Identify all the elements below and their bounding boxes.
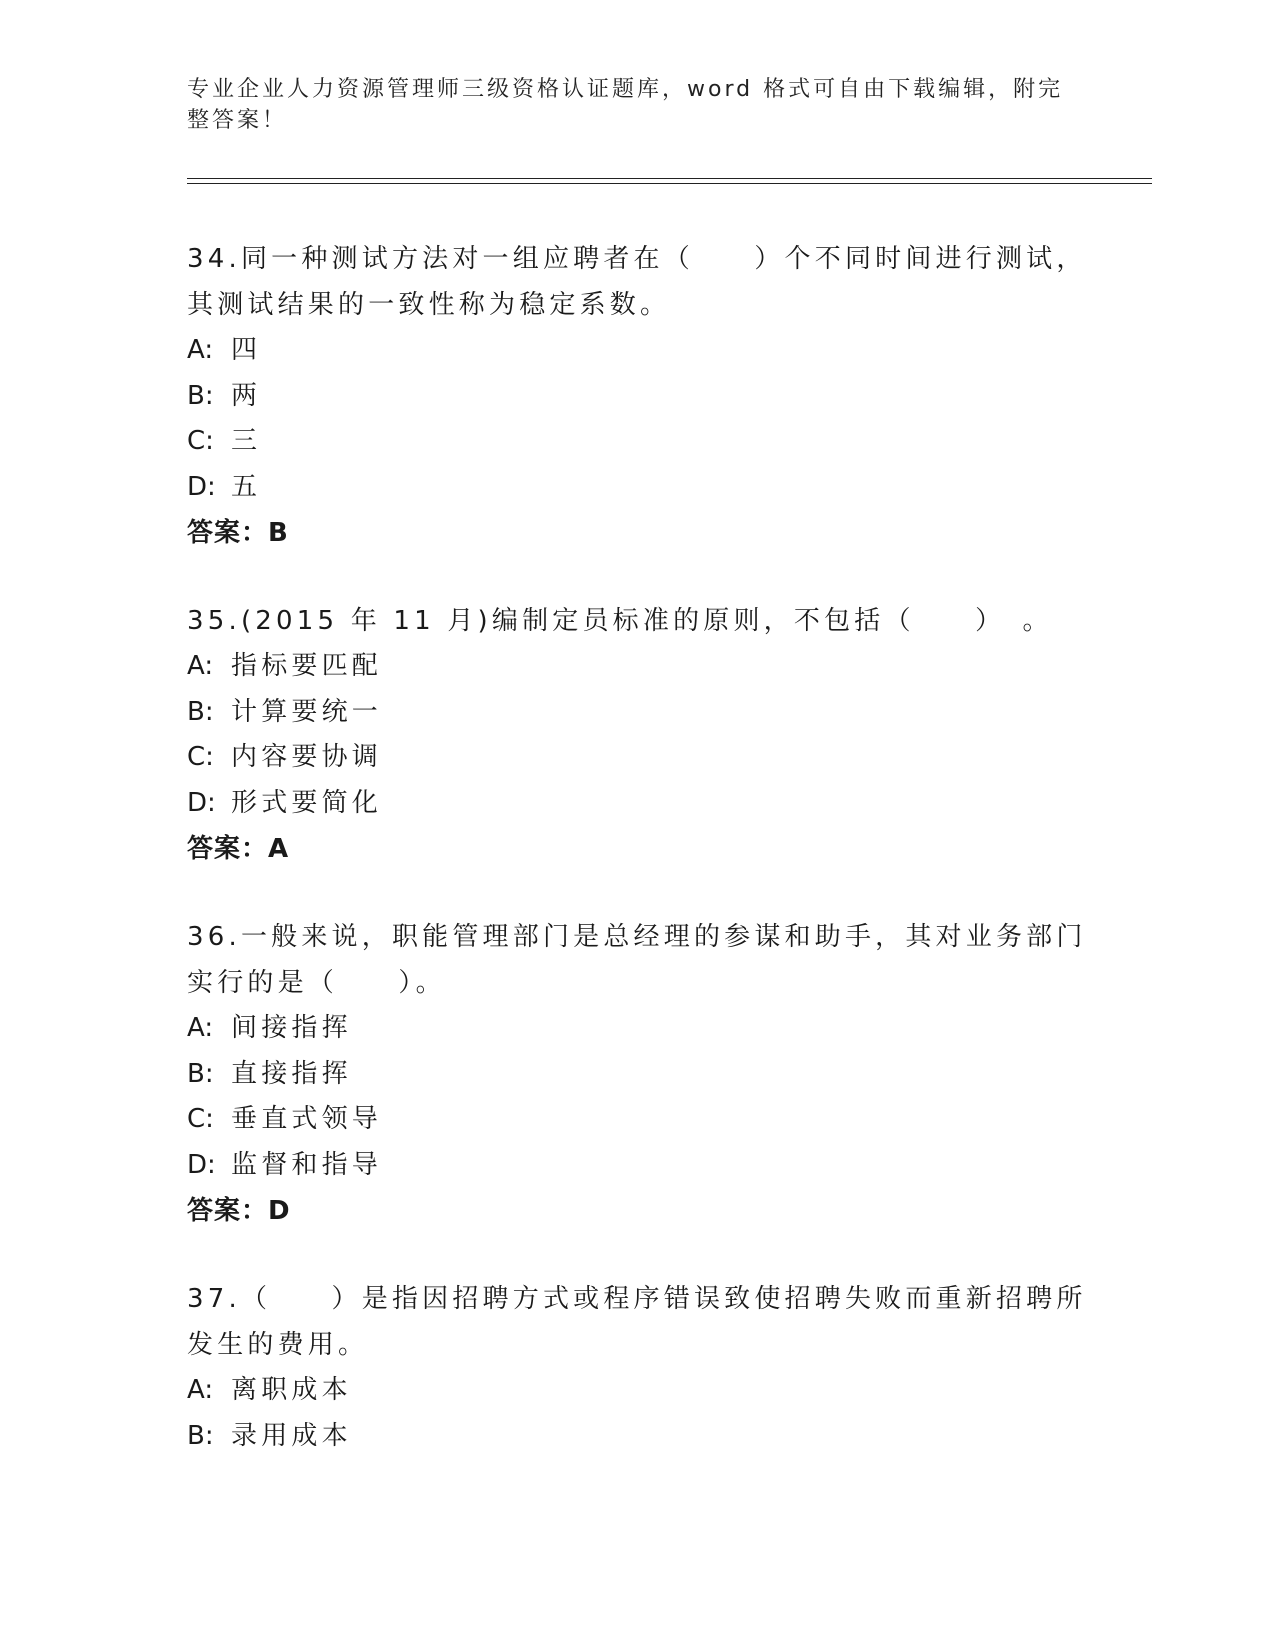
option-key: C:: [187, 426, 214, 456]
option-text: 三: [231, 426, 262, 456]
option-d: [187, 1143, 1087, 1189]
option-text: 间接指挥: [231, 1013, 352, 1043]
option-text: 指标要匹配: [231, 651, 383, 681]
header-rule-top: [187, 178, 1152, 179]
question-35: [187, 598, 1087, 872]
option-key: D:: [187, 1149, 216, 1180]
option-text: 四: [231, 335, 262, 365]
question-stem: 35.(2015 年 11 月)编制定员标准的原则，不包括（ ） 。: [187, 606, 1053, 636]
option-c: [187, 1097, 1087, 1143]
question-stem: 34.同一种测试方法对一组应聘者在（ ）个不同时间进行测试，其测试结果的一致性称为稳定系数。: [187, 244, 1087, 320]
question-37: [187, 1276, 1087, 1459]
option-text: 两: [231, 380, 262, 411]
answer: 答案：A: [187, 834, 290, 864]
option-b: [187, 374, 1087, 420]
answer: 答案：D: [187, 1196, 291, 1226]
option-key: D:: [187, 787, 216, 818]
option-key: B:: [187, 380, 214, 411]
option-text: 录用成本: [231, 1420, 352, 1451]
option-key: B:: [187, 1420, 214, 1451]
option-d: [187, 465, 1087, 511]
option-a: [187, 1006, 1087, 1052]
option-key: D:: [187, 471, 216, 502]
option-c: [187, 419, 1087, 465]
document-header: 专业企业人力资源管理师三级资格认证题库，word 格式可自由下载编辑，附完整答案！: [187, 77, 1064, 133]
option-b: [187, 1414, 1087, 1460]
option-text: 垂直式领导: [231, 1104, 383, 1134]
option-key: A:: [187, 651, 214, 681]
option-key: B:: [187, 1058, 214, 1089]
option-text: 监督和指导: [231, 1149, 383, 1180]
option-text: 直接指挥: [231, 1058, 352, 1089]
answer: 答案：B: [187, 518, 289, 548]
option-text: 计算要统一: [231, 696, 383, 727]
option-a: [187, 644, 1087, 690]
option-key: A:: [187, 1013, 214, 1043]
question-stem: 37.（ ）是指因招聘方式或程序错误致使招聘失败而重新招聘所发生的费用。: [187, 1284, 1087, 1360]
option-a: [187, 328, 1087, 374]
option-key: A:: [187, 335, 214, 365]
option-a: [187, 1368, 1087, 1414]
question-stem: 36.一般来说，职能管理部门是总经理的参谋和助手，其对业务部门实行的是（ ）。: [187, 922, 1087, 998]
option-key: B:: [187, 696, 214, 727]
option-list: [187, 1006, 1087, 1188]
option-text: 五: [231, 471, 262, 502]
option-list: [187, 328, 1087, 510]
option-d: [187, 781, 1087, 827]
option-list: [187, 1368, 1087, 1459]
option-b: [187, 1052, 1087, 1098]
option-text: 内容要协调: [231, 742, 383, 772]
question-36: [187, 914, 1087, 1234]
question-list: [187, 236, 1087, 1501]
option-text: 形式要简化: [231, 787, 383, 818]
option-text: 离职成本: [231, 1375, 352, 1405]
option-key: C:: [187, 742, 214, 772]
option-list: [187, 644, 1087, 826]
option-key: C:: [187, 1104, 214, 1134]
header-rule-bottom: [187, 183, 1152, 184]
option-b: [187, 690, 1087, 736]
option-c: [187, 735, 1087, 781]
question-34: [187, 236, 1087, 556]
option-key: A:: [187, 1375, 214, 1405]
